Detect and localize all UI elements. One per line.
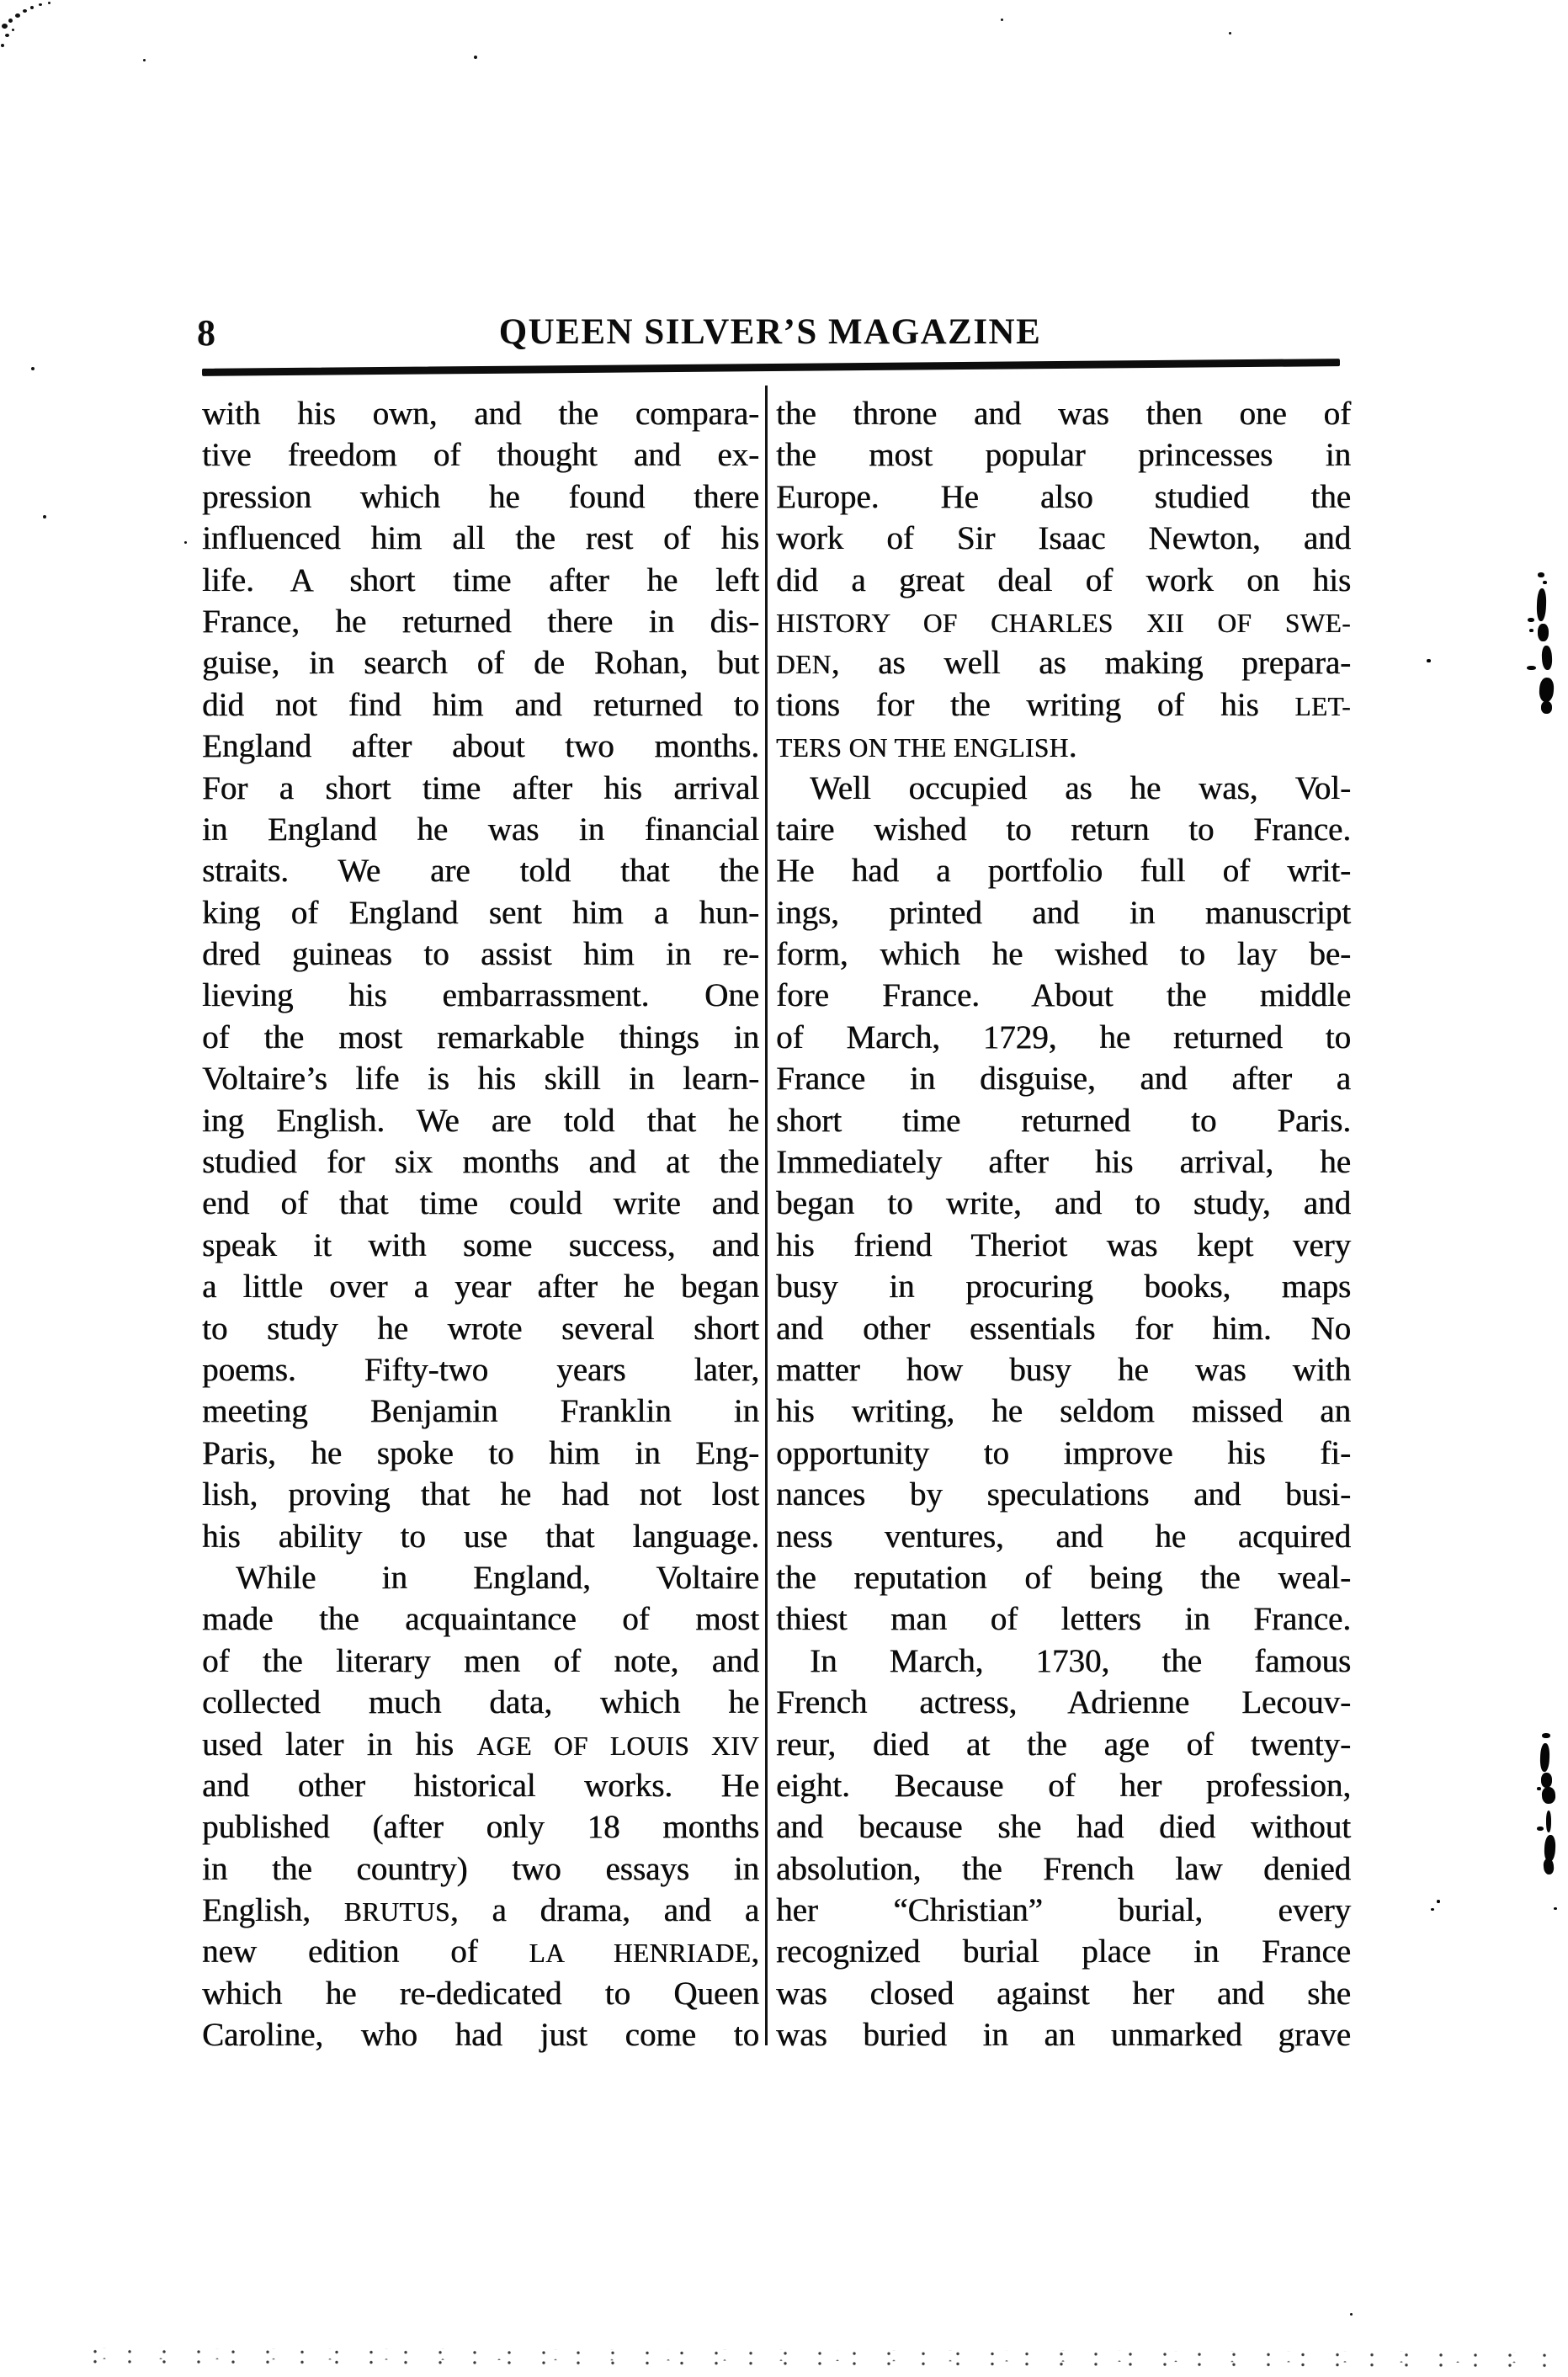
text-line: with his own, and the compara-	[202, 396, 759, 432]
text-line: straits. We are told that the	[202, 853, 759, 890]
text-line: For a short time after his arrival	[202, 769, 759, 806]
text-line: did a great deal of work on his	[776, 561, 1351, 598]
text-line: was buried in an unmarked grave	[776, 2017, 1351, 2054]
text-line: collected much data, which he	[202, 1684, 759, 1721]
text-line: of the literary men of note, and	[202, 1642, 759, 1679]
text-line: a little over a year after he began	[202, 1268, 759, 1305]
text-line: ness ventures, and he acquired	[776, 1518, 1351, 1555]
text-line: in the country) two essays in	[202, 1850, 759, 1887]
small-caps-text: LET-	[1294, 691, 1351, 721]
text-line: which he re-dedicated to Queen	[202, 1975, 759, 2012]
page-number: 8	[197, 312, 216, 354]
text-line: short time returned to Paris.	[776, 1102, 1351, 1139]
text-line: ings, printed and in manuscript	[776, 894, 1351, 931]
column-divider	[765, 386, 768, 2045]
text-line: busy in procuring books, maps	[776, 1268, 1351, 1305]
text-line: speak it with some success, and	[202, 1226, 759, 1263]
text-line: his ability to use that language.	[202, 1518, 759, 1555]
text-line: He had a portfolio full of writ-	[776, 853, 1351, 890]
text-line: eight. Because of her profession,	[776, 1767, 1351, 1804]
text-line: Paris, he spoke to him in Eng-	[202, 1434, 759, 1471]
text-line: tions for the writing of his LET-	[776, 686, 1351, 723]
left-column	[202, 393, 759, 2056]
text-line: his friend Theriot was kept very	[776, 1226, 1351, 1263]
bottom-speckle-band	[93, 2348, 1561, 2373]
text-line: lish, proving that he had not lost	[202, 1476, 759, 1513]
text-line: and other historical works. He	[202, 1767, 759, 1804]
text-line: thiest man of letters in France.	[776, 1601, 1351, 1638]
text-line: new edition of LA HENRIADE,	[202, 1933, 759, 1970]
text-line: used later in his AGE OF LOUIS XIV	[202, 1726, 759, 1763]
text-line: the reputation of being the weal-	[776, 1559, 1351, 1596]
text-line: began to write, and to study, and	[776, 1185, 1351, 1222]
small-caps-text: TERS ON THE ENGLISH	[776, 733, 1069, 763]
text-line: Caroline, who had just come to	[202, 2017, 759, 2054]
small-caps-text: AGE OF LOUIS XIV	[476, 1731, 759, 1761]
text-line: fore France. About the middle	[776, 977, 1351, 1014]
text-line: meeting Benjamin Franklin in	[202, 1393, 759, 1430]
paragraph	[202, 1557, 759, 2056]
text-line: dred guineas to assist him in re-	[202, 936, 759, 973]
text-line: ing English. We are told that he	[202, 1102, 759, 1139]
text-line: made the acquaintance of most	[202, 1601, 759, 1638]
text-line: and because she had died without	[776, 1809, 1351, 1846]
text-line: opportunity to improve his fi-	[776, 1434, 1351, 1471]
text-line: the most popular princesses in	[776, 437, 1351, 474]
text-line: Voltaire’s life is his skill in learn-	[202, 1061, 759, 1098]
paragraph	[776, 768, 1351, 1641]
text-line: of March, 1729, he returned to	[776, 1018, 1351, 1056]
text-line: While in England, Voltaire	[236, 1559, 759, 1596]
text-line: in England he was in financial	[202, 811, 759, 848]
text-line: matter how busy he was with	[776, 1351, 1351, 1388]
text-line: life. A short time after he left	[202, 561, 759, 598]
text-line: form, which he wished to lay be-	[776, 936, 1351, 973]
text-line: England after about two months.	[202, 728, 759, 765]
header-rule	[202, 359, 1340, 376]
text-line: nances by speculations and busi-	[776, 1476, 1351, 1513]
text-line: France in disguise, and after a	[776, 1061, 1351, 1098]
text-line	[776, 601, 1351, 642]
small-caps-text: HISTORY OF CHARLES XII OF SWE-	[776, 608, 1351, 638]
text-line: In March, 1730, the famous	[810, 1642, 1351, 1679]
text-line: Well occupied as he was, Vol-	[810, 769, 1351, 806]
text-line: poems. Fifty-two years later,	[202, 1351, 759, 1388]
text-line: the throne and was then one of	[776, 396, 1351, 432]
paragraph	[202, 393, 759, 1557]
text-line: published (after only 18 months	[202, 1809, 759, 1846]
text-line: to study he wrote several short	[202, 1310, 759, 1347]
text-line: her “Christian” burial, every	[776, 1892, 1351, 1929]
text-line: king of England sent him a hun-	[202, 894, 759, 931]
text-line: lieving his embarrassment. One	[202, 977, 759, 1014]
text-line: tive freedom of thought and ex-	[202, 437, 759, 474]
text-line: did not find him and returned to	[202, 686, 759, 723]
text-line: TERS ON THE ENGLISH.	[776, 728, 1077, 765]
text-line: taire wished to return to France.	[776, 811, 1351, 848]
text-line: English, BRUTUS, a drama, and a	[202, 1892, 760, 1929]
paragraph	[776, 1641, 1351, 2056]
text-line: his writing, he seldom missed an	[776, 1393, 1351, 1430]
text-line: recognized burial place in France	[776, 1933, 1351, 1970]
text-line: DEN, as well as making prepara-	[776, 645, 1351, 682]
text-line: work of Sir Isaac Newton, and	[776, 520, 1351, 557]
paragraph	[776, 393, 1351, 768]
magazine-title: QUEEN SILVER’S MAGAZINE	[498, 312, 1042, 352]
text-line: reur, died at the age of twenty-	[776, 1726, 1351, 1763]
right-column	[776, 393, 1351, 2056]
text-line: Immediately after his arrival, he	[776, 1144, 1351, 1181]
text-line: influenced him all the rest of his	[202, 520, 759, 557]
text-line: absolution, the French law denied	[776, 1850, 1351, 1887]
small-caps-text: LA HENRIADE	[529, 1938, 752, 1969]
text-line: Europe. He also studied the	[776, 478, 1351, 515]
text-line: was closed against her and she	[776, 1975, 1351, 2012]
text-line: of the most remarkable things in	[202, 1018, 759, 1056]
text-line: French actress, Adrienne Lecouv-	[776, 1684, 1351, 1721]
text-line: end of that time could write and	[202, 1185, 759, 1222]
text-line: pression which he found there	[202, 478, 759, 515]
text-line: and other essentials for him. No	[776, 1310, 1351, 1347]
text-line: France, he returned there in dis-	[202, 603, 759, 640]
text-line: guise, in search of de Rohan, but	[202, 645, 759, 682]
small-caps-text: BRUTUS	[343, 1897, 450, 1928]
text-line: studied for six months and at the	[202, 1144, 759, 1181]
small-caps-text: DEN	[776, 650, 832, 680]
